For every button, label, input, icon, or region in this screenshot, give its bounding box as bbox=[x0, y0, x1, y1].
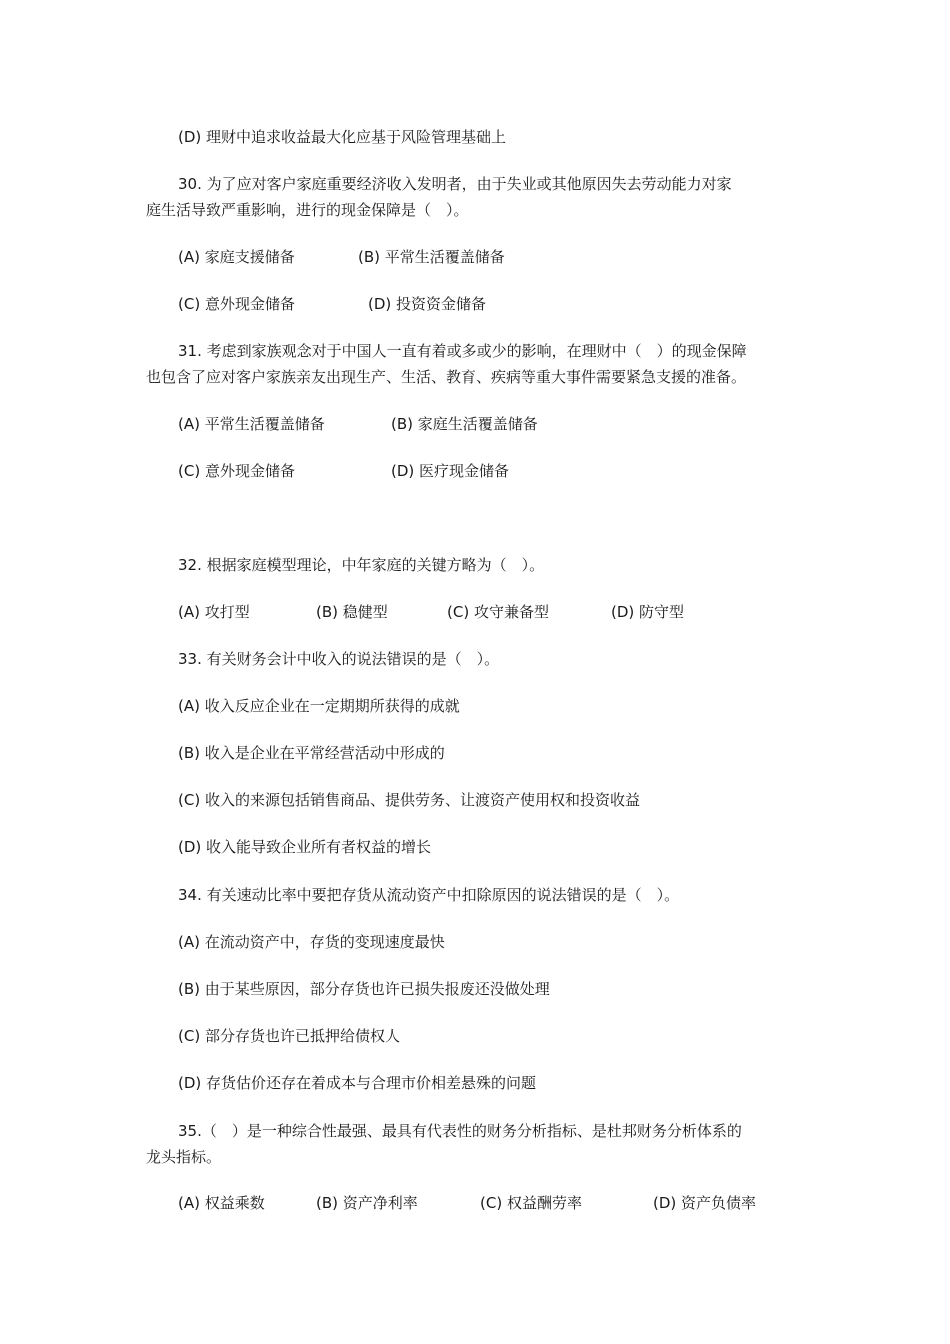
q33-option-d: (D) 收入能导致企业所有者权益的增长 bbox=[178, 838, 432, 856]
q33-option-b: (B) 收入是企业在平常经营活动中形成的 bbox=[178, 744, 445, 762]
q32-option-c: (C) 攻守兼备型 bbox=[447, 603, 549, 621]
q30-stem-line1: 30. 为了应对客户家庭重要经济收入发明者，由于失业或其他原因失去劳动能力对家 bbox=[178, 175, 732, 193]
q34-option-b: (B) 由于某些原因，部分存货也许已损失报废还没做处理 bbox=[178, 980, 550, 998]
q31-stem-line1: 31. 考虑到家族观念对于中国人一直有着或多或少的影响，在理财中（ ）的现金保障 bbox=[178, 342, 747, 360]
q29-option-d: (D) 理财中追求收益最大化应基于风险管理基础上 bbox=[178, 128, 507, 146]
q35-option-b: (B) 资产净利率 bbox=[316, 1194, 418, 1212]
q35-option-d: (D) 资产负债率 bbox=[653, 1194, 757, 1212]
q34-option-c: (C) 部分存货也许已抵押给债权人 bbox=[178, 1027, 400, 1045]
q33-option-a: (A) 收入反应企业在一定期期所获得的成就 bbox=[178, 697, 460, 715]
q30-option-b: (B) 平常生活覆盖储备 bbox=[358, 248, 505, 266]
q31-option-d: (D) 医疗现金储备 bbox=[391, 462, 510, 480]
q32-option-b: (B) 稳健型 bbox=[316, 603, 388, 621]
q31-option-a: (A) 平常生活覆盖储备 bbox=[178, 415, 325, 433]
q30-stem-line2: 庭生活导致严重影响，进行的现金保障是（ ）。 bbox=[146, 201, 469, 219]
q30-option-a: (A) 家庭支援储备 bbox=[178, 248, 295, 266]
q35-stem-line2: 龙头指标。 bbox=[146, 1148, 222, 1166]
q32-stem: 32. 根据家庭模型理论，中年家庭的关键方略为（ ）。 bbox=[178, 556, 545, 574]
q30-option-d: (D) 投资资金储备 bbox=[368, 295, 487, 313]
q34-option-d: (D) 存货估价还存在着成本与合理市价相差悬殊的问题 bbox=[178, 1074, 537, 1092]
q33-stem: 33. 有关财务会计中收入的说法错误的是（ ）。 bbox=[178, 650, 500, 668]
q32-option-d: (D) 防守型 bbox=[611, 603, 685, 621]
q33-option-c: (C) 收入的来源包括销售商品、提供劳务、让渡资产使用权和投资收益 bbox=[178, 791, 640, 809]
q30-option-c: (C) 意外现金储备 bbox=[178, 295, 295, 313]
q32-option-a: (A) 攻打型 bbox=[178, 603, 250, 621]
q31-stem-line2: 也包含了应对客户家族亲友出现生产、生活、教育、疾病等重大事件需要紧急支援的准备。 bbox=[146, 368, 747, 386]
q34-stem: 34. 有关速动比率中要把存货从流动资产中扣除原因的说法错误的是（ ）。 bbox=[178, 886, 680, 904]
q31-option-c: (C) 意外现金储备 bbox=[178, 462, 295, 480]
q35-option-c: (C) 权益酬劳率 bbox=[480, 1194, 582, 1212]
q34-option-a: (A) 在流动资产中，存货的变现速度最快 bbox=[178, 933, 445, 951]
q31-option-b: (B) 家庭生活覆盖储备 bbox=[391, 415, 538, 433]
q35-option-a: (A) 权益乘数 bbox=[178, 1194, 265, 1212]
q35-stem-line1: 35.（ ）是一种综合性最强、最具有代表性的财务分析指标、是杜邦财务分析体系的 bbox=[178, 1122, 742, 1140]
